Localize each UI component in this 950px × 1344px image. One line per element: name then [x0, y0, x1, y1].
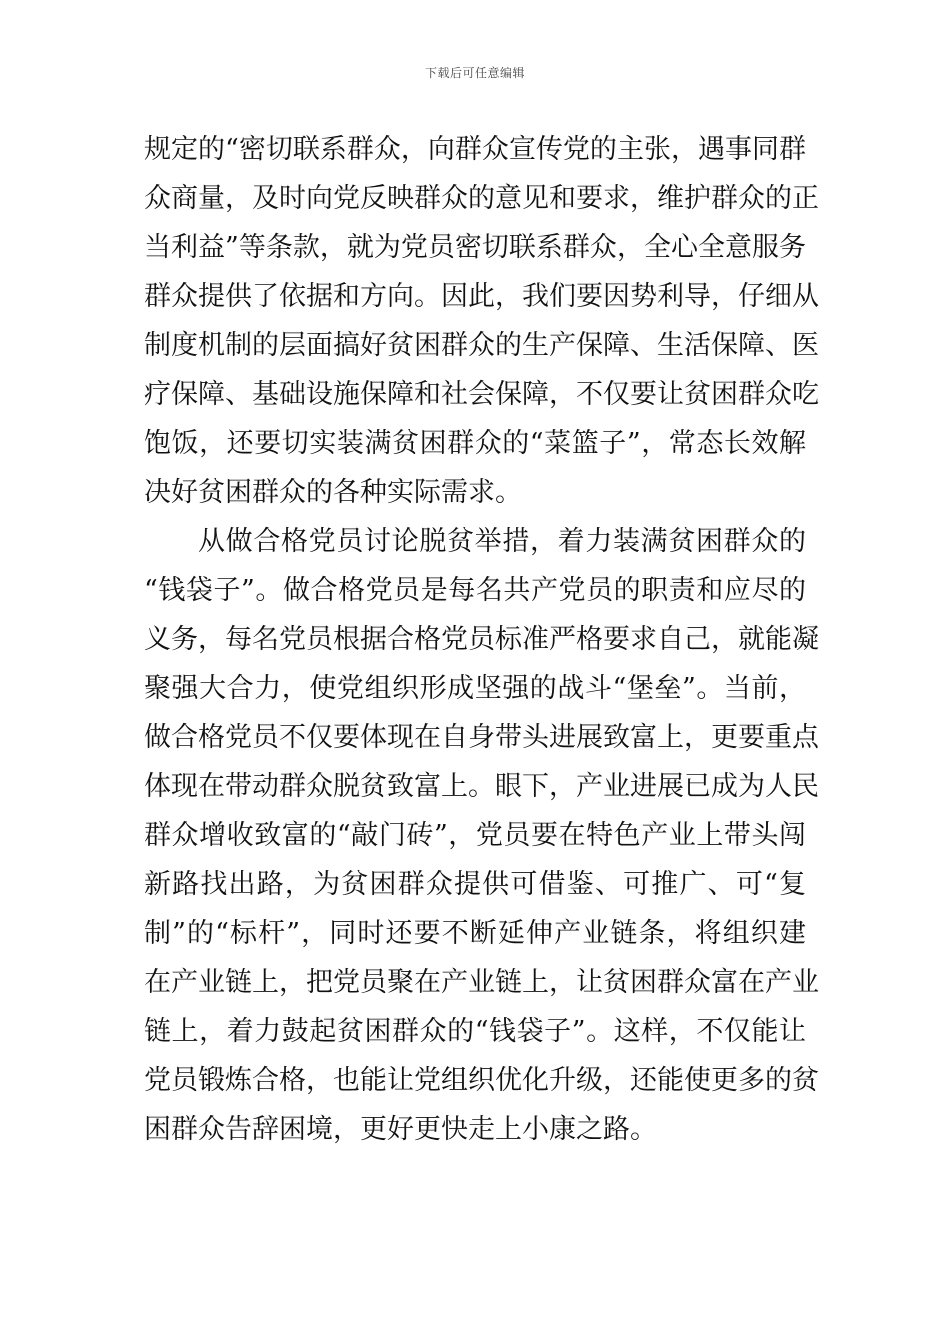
text-line: 决好贫困群众的各种实际需求。: [144, 477, 522, 508]
text-line: 从做合格党员讨论脱贫举措，着力装满贫困群众的: [198, 526, 806, 557]
text-line: 新路找出路，为贫困群众提供可借鉴、可推广、可“复: [144, 869, 806, 900]
text-line: 链上，着力鼓起贫困群众的“钱袋子”。这样，不仅能让: [144, 1016, 806, 1047]
paragraph-1: [144, 125, 819, 517]
text-line: 聚强大合力，使党组织形成坚强的战斗“堡垒”。当前，: [144, 673, 806, 704]
text-line: 做合格党员不仅要体现在自身带头进展致富上，更要重点: [144, 722, 819, 753]
text-line: 体现在带动群众脱贫致富上。眼下，产业进展已成为人民: [144, 771, 819, 802]
text-line: 困群众告辞困境，更好更快走上小康之路。: [144, 1114, 657, 1145]
text-line: 群众增收致富的“敲门砖”，党员要在特色产业上带头闯: [144, 820, 806, 851]
page-header: 下载后可任意编辑: [424, 66, 525, 80]
text-line: 饱饭，还要切实装满贫困群众的“菜篮子”，常态长效解: [144, 428, 806, 459]
text-line: 制度机制的层面搞好贫困群众的生产保障、生活保障、医: [144, 330, 819, 361]
document-body: [144, 125, 819, 1154]
text-line: 党员锻炼合格，也能让党组织优化升级，还能使更多的贫: [144, 1065, 819, 1096]
text-line: 制”的“标杆”，同时还要不断延伸产业链条，将组织建: [144, 918, 806, 949]
text-line: 疗保障、基础设施保障和社会保障，不仅要让贫困群众吃: [144, 379, 819, 410]
text-line: “钱袋子”。做合格党员是每名共产党员的职责和应尽的: [144, 575, 806, 606]
paragraph-2: [144, 517, 819, 1154]
text-line: 当利益”等条款，就为党员密切联系群众，全心全意服务: [144, 232, 806, 263]
text-line: 群众提供了依据和方向。因此，我们要因势利导，仔细从: [144, 281, 819, 312]
text-line: 众商量，及时向党反映群众的意见和要求，维护群众的正: [144, 183, 819, 214]
text-line: 在产业链上，把党员聚在产业链上，让贫困群众富在产业: [144, 967, 819, 998]
text-line: 规定的“密切联系群众，向群众宣传党的主张，遇事同群: [144, 134, 806, 165]
text-line: 义务，每名党员根据合格党员标准严格要求自己，就能凝: [144, 624, 819, 655]
